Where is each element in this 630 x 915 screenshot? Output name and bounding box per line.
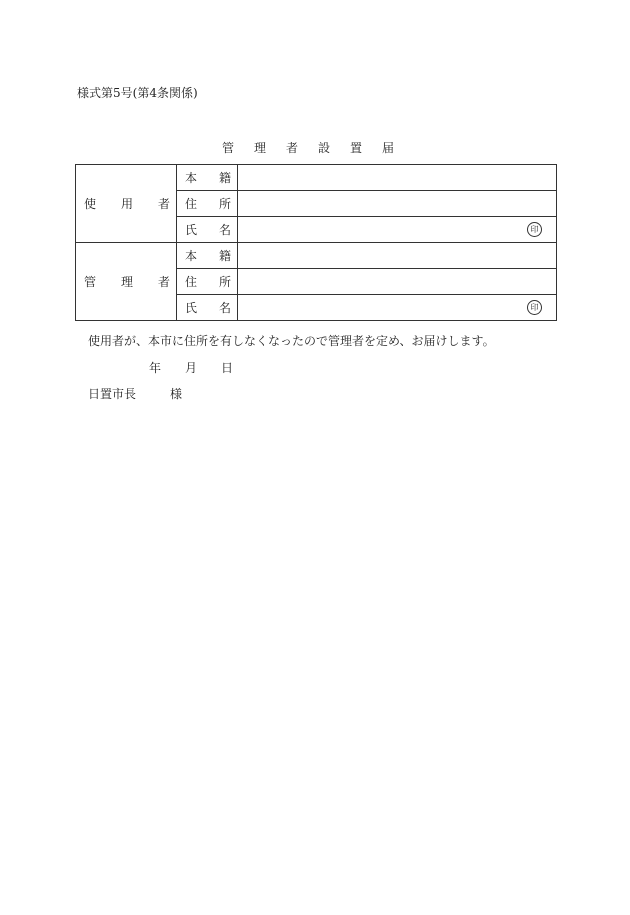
manager-domicile-field[interactable]: [238, 243, 557, 269]
manager-name-label: [177, 295, 238, 321]
label-char: 住: [185, 275, 198, 289]
manager-address-label: [177, 269, 238, 295]
user-domicile-field[interactable]: [238, 165, 557, 191]
table-row: [76, 165, 557, 191]
table-row: [76, 243, 557, 269]
label-char: 籍: [218, 171, 231, 185]
notice-text: 使用者が、本市に住所を有しなくなったので管理者を定め、お届けします。: [88, 334, 495, 348]
month-label: 月: [185, 361, 198, 375]
user-domicile-label: [177, 165, 238, 191]
label-char: 名: [218, 223, 231, 237]
day-label: 日: [221, 361, 234, 375]
label-char: 所: [218, 275, 231, 289]
label-char: 籍: [218, 249, 231, 263]
user-group-label: [76, 165, 177, 243]
user-group-char: 使: [84, 197, 97, 211]
user-address-field[interactable]: [238, 191, 557, 217]
year-label: 年: [149, 361, 162, 375]
manager-group-label: [76, 243, 177, 321]
date-line: [149, 359, 233, 376]
form-number-label: 様式第5号(第4条関係): [77, 86, 198, 100]
manager-domicile-label: [177, 243, 238, 269]
seal-icon: 印: [527, 300, 542, 315]
label-char: 本: [185, 249, 198, 263]
label-char: 所: [218, 197, 231, 211]
user-name-field[interactable]: [238, 217, 557, 243]
label-char: 名: [218, 301, 231, 315]
addressee: [88, 385, 182, 402]
user-address-label: [177, 191, 238, 217]
addressee-honorific: 様: [170, 387, 183, 401]
seal-icon: 印: [527, 222, 542, 237]
form-title: 管理者設置届: [222, 141, 415, 155]
addressee-name: 日置市長: [88, 387, 137, 401]
registration-table: [75, 164, 557, 321]
manager-group-char: 者: [157, 275, 170, 289]
label-char: 氏: [185, 223, 198, 237]
label-char: 住: [185, 197, 198, 211]
user-group-char: 者: [157, 197, 170, 211]
manager-group-char: 管: [84, 275, 97, 289]
manager-group-char: 理: [120, 275, 133, 289]
label-char: 本: [185, 171, 198, 185]
user-name-label: [177, 217, 238, 243]
label-char: 氏: [185, 301, 198, 315]
manager-address-field[interactable]: [238, 269, 557, 295]
manager-name-field[interactable]: [238, 295, 557, 321]
user-group-char: 用: [120, 197, 133, 211]
